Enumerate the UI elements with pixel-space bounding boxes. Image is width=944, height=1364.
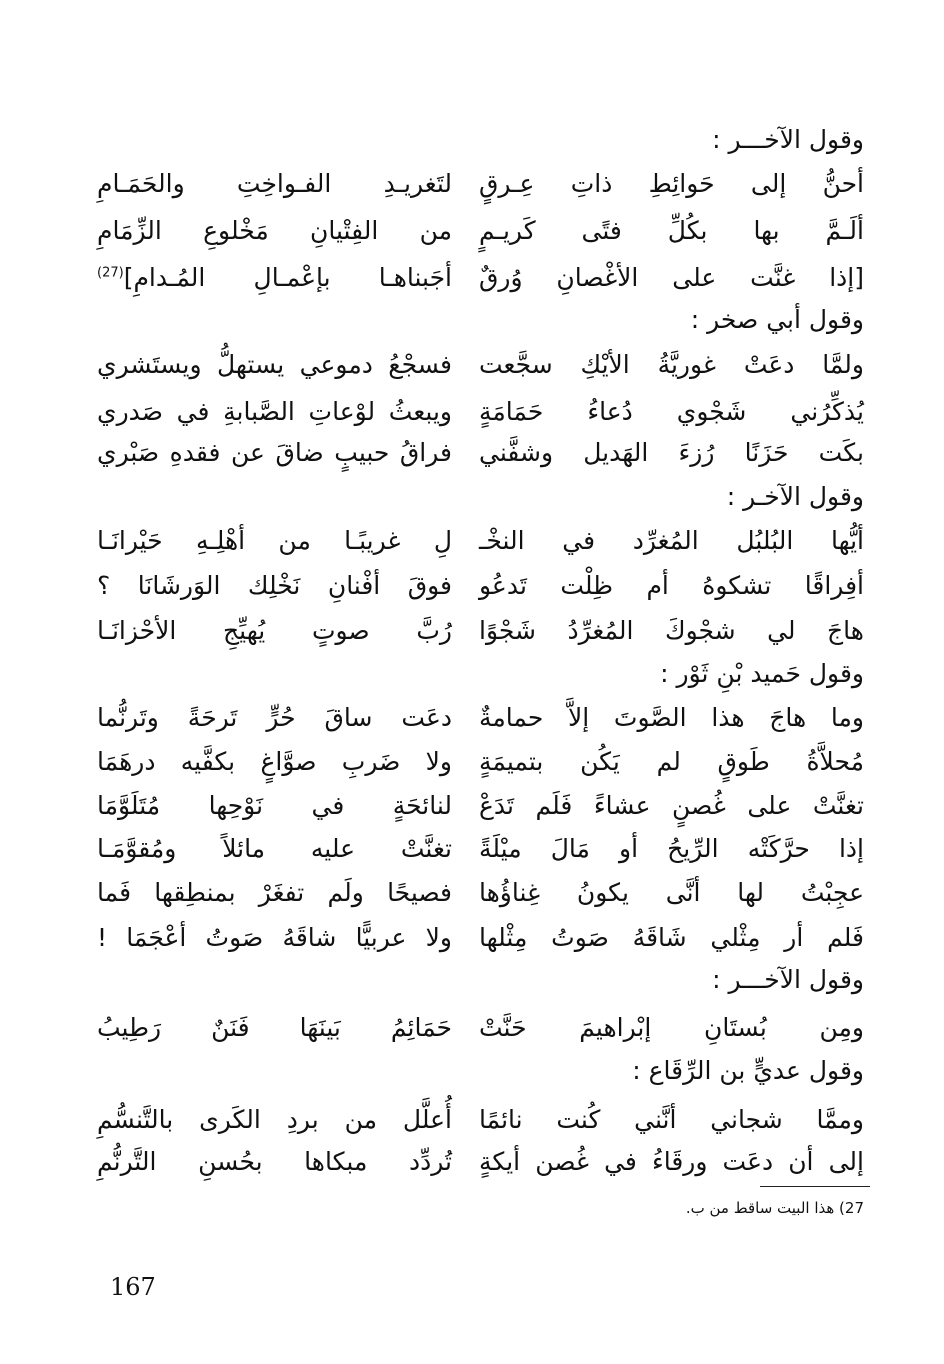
footnote: 27) هذا البيت ساقط من ب. (685, 1199, 864, 1217)
section-heading: وقول عديٍّ بن الرِّقَاع : (632, 1056, 864, 1085)
verse-second-hemistich: أُعلَّل من بردِ الكَرى بالتَّنسُّمِ (97, 1105, 452, 1134)
section-heading: وقول أبي صخر : (690, 305, 864, 334)
verse-first-hemistich: ومِن بُستَانِ إبْراهيمَ حَنَّتْ (479, 1013, 864, 1042)
verse-first-hemistich: إذا حرَّكَتْه الرِّيحُ أو مَالَ ميْلَةً (479, 834, 864, 863)
verse-first-hemistich: وما هاجَ هذا الصَّوتَ إلاَّ حمامةٌ (479, 703, 864, 732)
verse-second-hemistich: تُردِّد مبكاها بحُسنِ التَّرنُّمِ (97, 1147, 452, 1176)
verse-second-hemistich: دعَت ساقَ حُرٍّ تَرحَةً وتَرنُّما (97, 703, 452, 732)
verse-first-hemistich: مُحلاَّةُ طَوقٍ لم يَكُن بتميمَةٍ (479, 747, 864, 776)
footnote-divider (760, 1186, 870, 1187)
verse-second-hemistich: حَمَائِمُ بَينَهَا فَنَنٌ رَطِيبُ (97, 1013, 452, 1042)
verse-second-hemistich: لتَغريـدِ الفـواخِتِ والحَمَـامِ (97, 169, 452, 198)
verse-first-hemistich: تغنَّتْ على غُصنٍ عشاءً فَلَم تَدَعْ (479, 791, 864, 820)
verse-first-hemistich: ألَـمَّ بها بكُلِّ فتًى كَريـمٍ (479, 216, 864, 245)
verse-second-hemistich: ولا عربيًّا شاقَهُ صَوتُ أعْجَمَا ! (97, 923, 452, 952)
verse-first-hemistich: أيُّها البُلبُل المُغرِّد في النخْـ (479, 526, 864, 555)
verse-second-hemistich: ولا ضَربِ صوَّاغٍ بكفَّيه درهَمَا (97, 747, 452, 776)
verse-first-hemistich: أفِراقًا تشكوهُ أم ظِلْت تَدعُو (479, 571, 864, 600)
verse-first-hemistich: يُذكِّرُني شَجْوي دُعاءُ حَمَامَةٍ (479, 397, 864, 426)
verse-second-hemistich: فصيحًا ولَم تفغَرْ بمنطِقها فَما (97, 878, 452, 907)
verse-first-hemistich: ولمَّا دعَتْ غوريَّةُ الأيْكِ سجَّعت (479, 350, 864, 379)
verse-first-hemistich: بكَت حَزَنًا رُزءَ الهَديل وشفَّني (479, 438, 864, 467)
verse-first-hemistich: [إذا غنَّت على الأغْصانِ وُرقٌ (479, 263, 864, 292)
page-number: 167 (110, 1273, 156, 1301)
verse-second-hemistich: من الفِتْيانِ مَخْلوعِ الزِّمَامِ (97, 216, 452, 245)
section-heading: وقول الآخـــر : (712, 965, 864, 994)
verse-text: أجَبناهـا بإعْمـالِ المُـدامِ] (123, 263, 452, 292)
verse-second-hemistich: فراقُ حبيبٍ ضاقَ عن فقدهِ صَبْري (97, 438, 452, 467)
verse-first-hemistich: إلى أن دعَت ورقَاءُ في غُصن أيكةٍ (479, 1147, 864, 1176)
section-heading: وقول الآخـر : (726, 482, 864, 511)
verse-second-hemistich-with-note (97, 258, 452, 298)
verse-first-hemistich: أحنُّ إلى حَوائِطِ ذاتِ عِـرقٍ (479, 169, 864, 198)
verse-second-hemistich: رُبَّ صوتٍ يُهيِّجِ الأحْزانَـا (97, 616, 452, 645)
section-heading: وقول الآخـــر : (712, 125, 864, 154)
verse-first-hemistich: وممَّا شجاني أنَّني كُنت نائمًا (479, 1105, 864, 1134)
verse-second-hemistich: ويبعثُ لوْعاتِ الصَّبابةِ في صَدري (97, 397, 452, 426)
section-heading: وقول حَميد بْنِ ثَوْر : (660, 659, 864, 688)
verse-first-hemistich: هاجَ لي شجْوكَ المُغرِّدُ شَجْوًا (479, 616, 864, 645)
verse-second-hemistich: تغنَّتْ عليه مائلاً ومُقوَّمَـا (97, 834, 452, 863)
verse-second-hemistich: لنائحَةٍ في نَوْحِها مُتَلَوَّمَا (97, 791, 452, 820)
verse-second-hemistich: فوقَ أفْنانِ نَخْلِك الوَرشَانَا ؟ (97, 571, 452, 600)
verse-first-hemistich: فَلم أر مِثْلي شَاقَهُ صَوتُ مِثْلها (479, 923, 864, 952)
verse-second-hemistich: لِ غريبًـا من أهْلِـهِ حَيْرانَـا (97, 526, 452, 555)
verse-first-hemistich: عجِبْتُ لها أنَّى يكونُ غِناؤُها (479, 878, 864, 907)
verse-second-hemistich: فسجْعُ دموعي يستهلُّ ويستَشري (97, 350, 452, 379)
footnote-reference: (27) (97, 265, 124, 281)
